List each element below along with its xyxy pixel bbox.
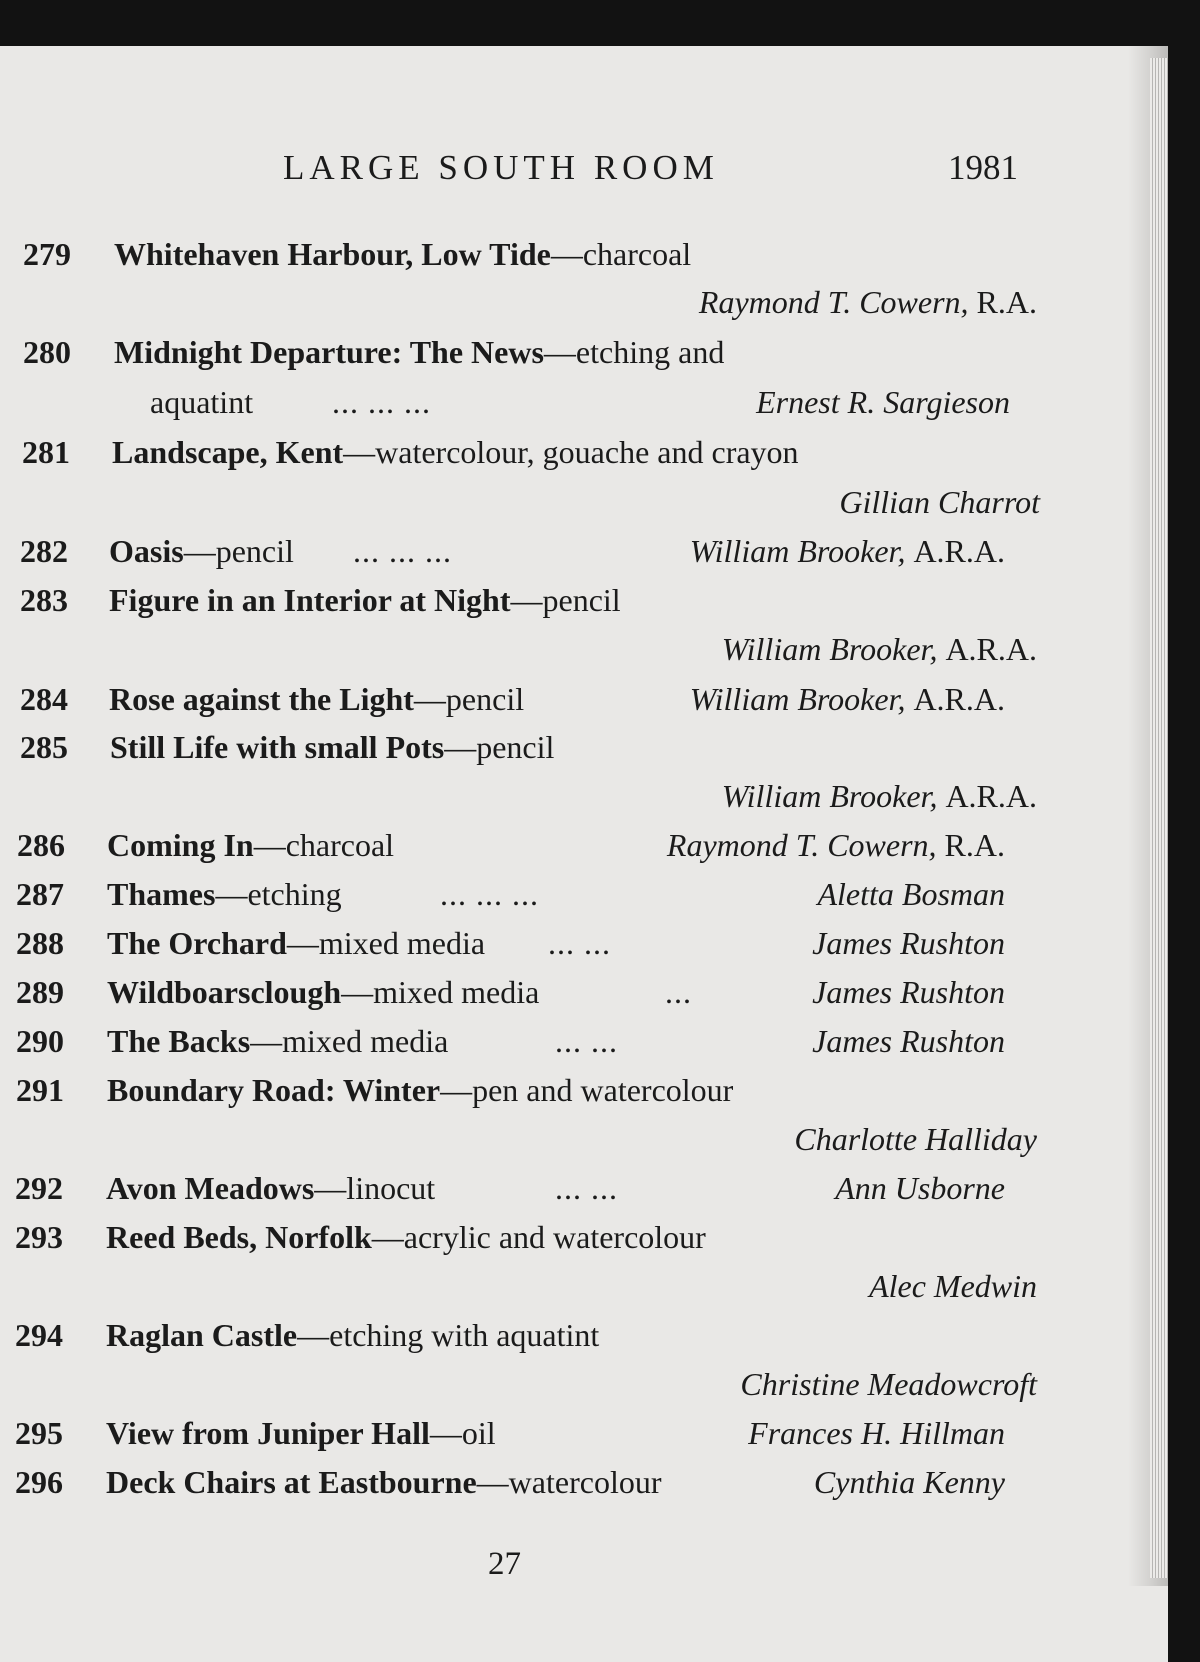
entry-number: 294	[15, 1317, 63, 1353]
entry-number: 295	[15, 1415, 63, 1451]
catalogue-entry	[0, 925, 1168, 971]
entry-medium: —charcoal	[550, 236, 692, 272]
entry-medium: —etching with aquatint	[297, 1317, 600, 1353]
entry-artist: Gillian Charrot	[839, 484, 1040, 520]
entry-title: Reed Beds, Norfolk	[106, 1219, 372, 1255]
entry-medium: —acrylic and watercolour	[371, 1219, 706, 1255]
entry-artist: William Brooker, A.R.A.	[689, 681, 1005, 717]
leader-dots: ... ...	[555, 1170, 618, 1206]
entry-line	[106, 1317, 599, 1354]
entry-artist: William Brooker, A.R.A.	[721, 778, 1037, 814]
entry-line	[107, 1023, 448, 1060]
catalogue-entry	[0, 236, 1168, 282]
entry-title: View from Juniper Hall	[106, 1415, 430, 1451]
entry-number: 286	[17, 827, 65, 863]
entry-title: The Orchard	[107, 925, 287, 961]
entry-medium: —pencil	[510, 582, 621, 618]
entry-artist: Raymond T. Cowern, R.A.	[666, 827, 1005, 863]
entry-number: 285	[20, 729, 68, 765]
entry-line	[109, 533, 294, 570]
catalogue-year: 1981	[948, 148, 1018, 187]
catalogue-entry	[0, 1415, 1168, 1461]
catalogue-entry	[0, 1072, 1168, 1118]
entry-medium: —pen and watercolour	[440, 1072, 734, 1108]
entry-artist: Charlotte Halliday	[794, 1121, 1037, 1157]
entry-medium: —mixed media	[250, 1023, 449, 1059]
artist-honor: A.R.A.	[945, 631, 1037, 667]
catalogue-entry	[0, 582, 1168, 628]
artist-honor: R.A.	[976, 284, 1037, 320]
entry-artist: Raymond T. Cowern, R.A.	[698, 284, 1037, 320]
entry-line	[109, 681, 524, 718]
catalogue-entry	[0, 1023, 1168, 1069]
artist-honor: A.R.A.	[945, 778, 1037, 814]
entry-number: 291	[16, 1072, 64, 1108]
entry-line	[107, 974, 539, 1011]
entry-number: 288	[16, 925, 64, 961]
catalogue-entry	[0, 876, 1168, 922]
leader-dots: ... ... ...	[353, 533, 452, 569]
entry-medium: —oil	[429, 1415, 496, 1451]
entry-title: Raglan Castle	[106, 1317, 298, 1353]
entry-line	[109, 582, 621, 619]
entry-line	[110, 729, 554, 766]
entry-artist: Frances H. Hillman	[748, 1415, 1005, 1451]
entry-continuation	[0, 384, 1168, 430]
entry-number: 296	[15, 1464, 63, 1500]
entry-line	[107, 1072, 733, 1109]
entry-title: Figure in an Interior at Night	[109, 582, 511, 618]
leader-dots: ...	[665, 974, 692, 1010]
entry-title: Rose against the Light	[109, 681, 414, 717]
catalogue-entry	[0, 1464, 1168, 1510]
entry-title: Still Life with small Pots	[110, 729, 445, 765]
entry-number: 283	[20, 582, 68, 618]
entry-number: 281	[22, 434, 70, 470]
entry-title: Coming In	[107, 827, 254, 863]
leader-dots: ... ...	[555, 1023, 618, 1059]
entry-number: 287	[16, 876, 64, 912]
entry-title: Midnight Departure: The News	[114, 334, 544, 370]
artist-honor: R.A.	[944, 827, 1005, 863]
entry-artist: James Rushton	[812, 1023, 1005, 1059]
catalogue-entry	[0, 827, 1168, 873]
catalogue-entry	[0, 729, 1168, 775]
catalogue-entry	[0, 533, 1168, 579]
entry-title: Landscape, Kent	[112, 434, 344, 470]
entry-medium: —mixed media	[286, 925, 486, 961]
page-header	[0, 148, 1168, 196]
entry-line	[106, 1170, 435, 1207]
entry-medium: —watercolour	[476, 1464, 662, 1500]
catalogue-entry	[0, 681, 1168, 727]
entry-medium: —etching and	[543, 334, 725, 370]
catalogue-entry	[0, 1219, 1168, 1265]
entry-artist: Cynthia Kenny	[813, 1464, 1005, 1500]
leader-dots: ... ... ...	[440, 876, 539, 912]
entry-medium: —mixed media	[341, 974, 540, 1010]
entry-artist: Ann Usborne	[835, 1170, 1005, 1206]
catalogue-entry	[0, 1170, 1168, 1216]
entry-title: Oasis	[109, 533, 184, 569]
artist-honor: A.R.A.	[913, 533, 1005, 569]
entry-artist: Ernest R. Sargieson	[756, 384, 1010, 420]
entry-line	[107, 876, 342, 913]
room-title: LARGE SOUTH ROOM	[283, 148, 719, 187]
entry-medium-continued: aquatint	[150, 384, 254, 420]
entry-artist: James Rushton	[812, 925, 1005, 961]
entry-artist: William Brooker, A.R.A.	[689, 533, 1005, 569]
artist-honor: A.R.A.	[913, 681, 1005, 717]
leader-dots: ... ...	[548, 925, 611, 961]
entry-line	[114, 334, 724, 371]
entry-artist: Christine Meadowcroft	[740, 1366, 1037, 1402]
entry-number: 293	[15, 1219, 63, 1255]
entry-medium: —charcoal	[253, 827, 395, 863]
entry-number: 289	[16, 974, 64, 1010]
entry-title: Whitehaven Harbour, Low Tide	[114, 236, 551, 272]
entry-line	[107, 827, 394, 864]
catalogue-entry	[0, 334, 1168, 380]
entry-line	[106, 1464, 661, 1501]
catalogue-entry	[0, 974, 1168, 1020]
leader-dots: ... ... ...	[332, 384, 431, 420]
entry-line	[106, 1415, 496, 1452]
entry-title: Wildboarsclough	[107, 974, 342, 1010]
entry-medium: —etching	[215, 876, 342, 912]
entry-number: 290	[16, 1023, 64, 1059]
entry-number: 282	[20, 533, 68, 569]
entry-number: 280	[23, 334, 71, 370]
entry-artist: Alec Medwin	[869, 1268, 1037, 1304]
entry-title: Boundary Road: Winter	[107, 1072, 441, 1108]
entry-line	[107, 925, 485, 962]
entry-medium: —pencil	[444, 729, 555, 765]
page-number: 27	[488, 1546, 521, 1582]
entry-title: Deck Chairs at Eastbourne	[106, 1464, 477, 1500]
entry-title: Avon Meadows	[106, 1170, 315, 1206]
entry-title: Thames	[107, 876, 216, 912]
catalogue-entry	[0, 1317, 1168, 1363]
entry-line	[106, 1219, 706, 1256]
catalogue-entry	[0, 434, 1168, 480]
entry-artist: William Brooker, A.R.A.	[721, 631, 1037, 667]
entry-number: 284	[20, 681, 68, 717]
entry-medium: —pencil	[413, 681, 525, 717]
entry-line	[112, 434, 799, 471]
entry-medium: —pencil	[183, 533, 294, 569]
entry-number: 279	[23, 236, 71, 272]
entry-medium: —linocut	[314, 1170, 436, 1206]
entry-medium: —watercolour, gouache and crayon	[343, 434, 799, 470]
entry-artist: Aletta Bosman	[817, 876, 1005, 912]
entry-artist: James Rushton	[812, 974, 1005, 1010]
entry-number: 292	[15, 1170, 63, 1206]
entry-line	[114, 236, 691, 273]
entry-title: The Backs	[107, 1023, 251, 1059]
